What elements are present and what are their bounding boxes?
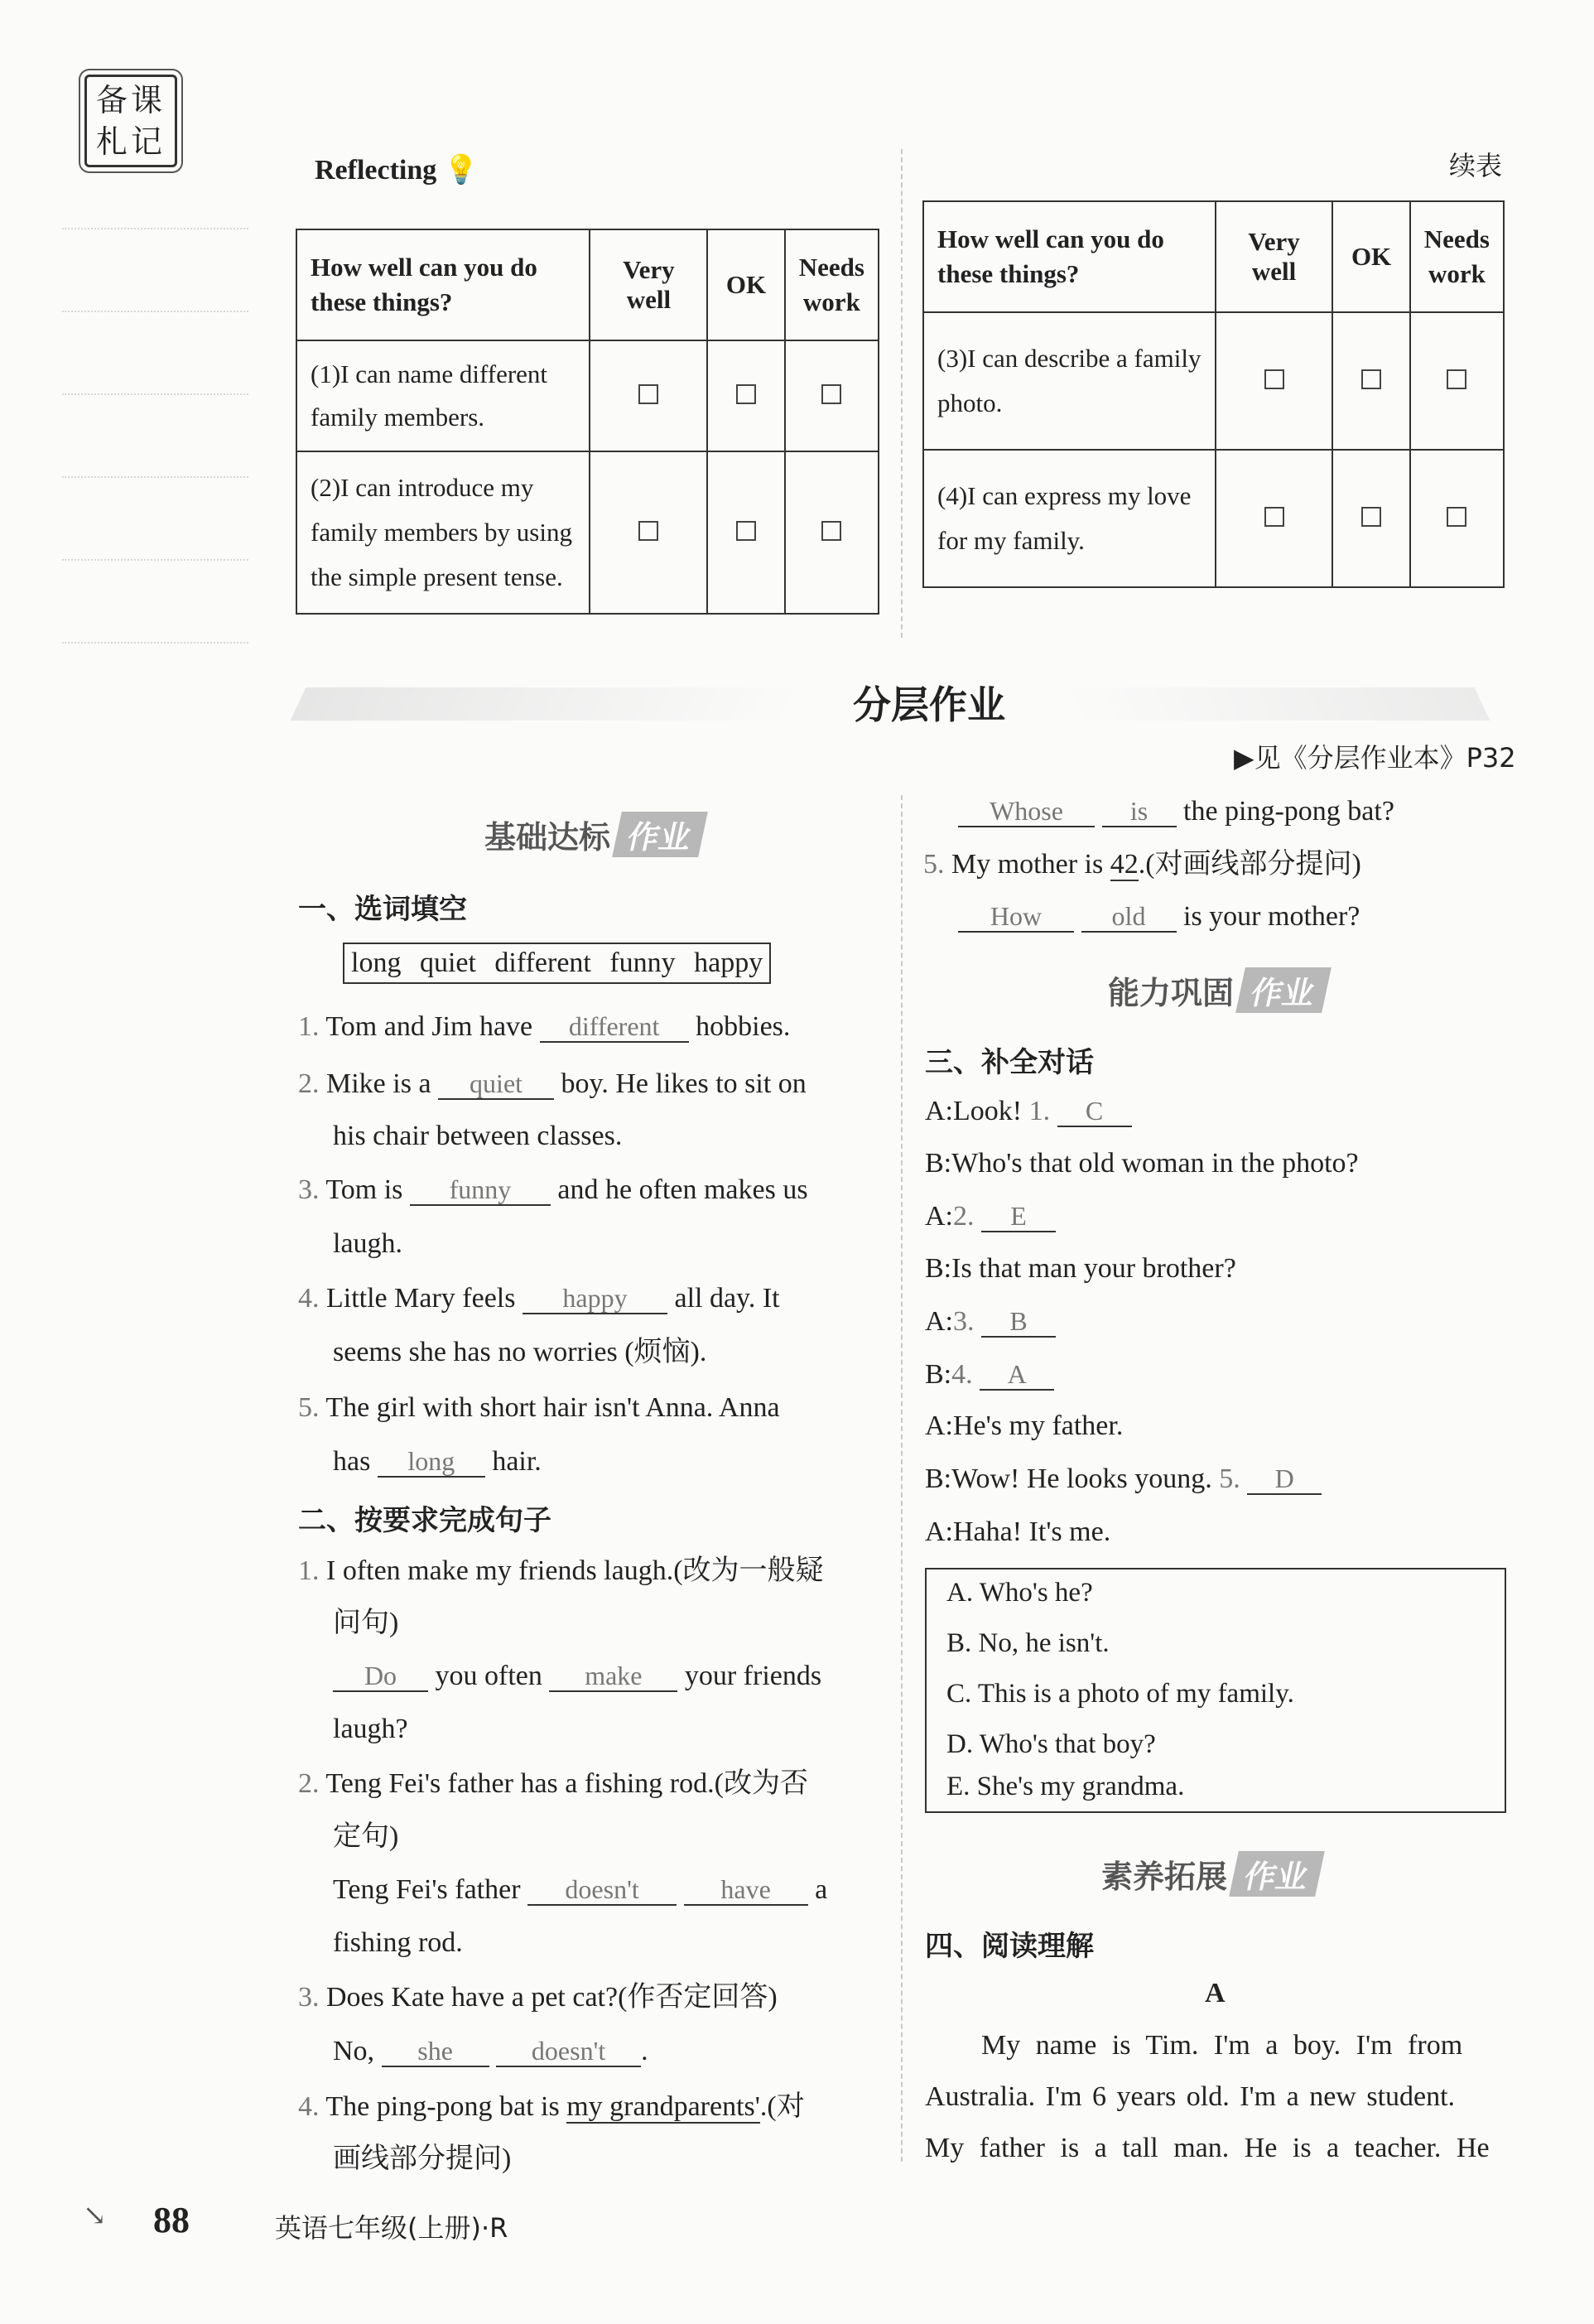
header-question: How well can you do these things?	[296, 229, 590, 340]
lightbulb-icon: 💡	[443, 155, 479, 186]
answer-blank[interactable]: How	[958, 901, 1074, 933]
margin-rule	[62, 476, 248, 479]
passage-title: A	[1205, 1978, 1226, 2008]
checkbox[interactable]	[821, 384, 841, 404]
margin-note-line1: 备课	[95, 82, 166, 118]
question-3: 3. Tom is funny and he often makes us	[298, 1174, 808, 1205]
answer-blank[interactable]: quiet	[438, 1068, 554, 1100]
dialog-line-5: A:3. B	[925, 1304, 1056, 1340]
checkbox[interactable]	[1264, 369, 1284, 389]
sentence-5-answer: How old is your mother?	[958, 899, 1360, 935]
header-needs-work: Needs work	[785, 229, 879, 340]
option-a: A. Who's he?	[946, 1578, 1093, 1608]
column-divider	[901, 795, 903, 2162]
sentence-2-cont: 定句)	[333, 1821, 399, 1852]
options-box	[925, 1568, 1506, 1813]
reflecting-table-left	[296, 229, 879, 615]
sentence-2: 2. Teng Fei's father has a fishing rod.(改为否	[298, 1768, 808, 1799]
banner-basic: 基础达标 作业	[484, 812, 703, 857]
row-text: (2)I can introduce my family members by using the simple present tense.	[296, 451, 590, 614]
margin-note-line2: 札记	[95, 123, 166, 160]
header-needs-work: Needs work	[1410, 201, 1504, 312]
section-4-title: 四、阅读理解	[925, 1930, 1094, 1963]
sentence-4-answer: Whose is the ping-pong bat?	[958, 793, 1394, 830]
checkbox[interactable]	[821, 521, 841, 541]
book-title: 英语七年级(上册)·R	[275, 2212, 508, 2244]
question-4-cont: seems she has no worries (烦恼).	[333, 1337, 707, 1367]
underlined-phrase: my grandparents'	[566, 2091, 760, 2122]
option-e: E. She's my grandma.	[946, 1772, 1185, 1801]
reflecting-table-right	[922, 200, 1505, 588]
answer-blank[interactable]: A	[980, 1359, 1054, 1391]
homework-ref: ▶见《分层作业本》P32	[1234, 742, 1516, 774]
answer-blank[interactable]: happy	[523, 1283, 667, 1314]
answer-blank[interactable]: is	[1102, 796, 1177, 827]
answer-blank[interactable]: C	[1057, 1096, 1132, 1127]
header-decoration	[1061, 687, 1490, 721]
margin-rule	[62, 311, 248, 313]
sentence-3-answer: No, she doesn't .	[333, 2036, 648, 2066]
sentence-4: 4. The ping-pong bat is my grandparents'.(对	[298, 2091, 805, 2122]
section-1-title: 一、选词填空	[298, 893, 467, 926]
sentence-1: 1. I often make my friends laugh.(改为一般疑	[298, 1555, 824, 1586]
checkbox[interactable]	[1361, 369, 1381, 389]
checkbox[interactable]	[1264, 507, 1284, 527]
margin-rule	[62, 559, 248, 562]
margin-note-badge	[84, 75, 177, 167]
passage-line-2: Australia. I'm 6 years old. I'm a new student.	[925, 2081, 1456, 2112]
sentence-4-cont: 画线部分提问)	[333, 2143, 512, 2174]
checkbox[interactable]	[638, 521, 658, 541]
answer-blank[interactable]: different	[540, 1011, 689, 1043]
checkbox[interactable]	[1447, 507, 1466, 527]
dialog-line-8: B:Wow! He looks young. 5. D	[925, 1461, 1322, 1497]
continued-label: 续表	[1449, 150, 1503, 181]
answer-blank[interactable]: doesn't	[496, 2036, 641, 2067]
underlined-phrase: 42	[1110, 849, 1139, 880]
option-d: D. Who's that boy?	[946, 1729, 1156, 1759]
reflecting-title: Reflecting 💡	[315, 155, 479, 186]
answer-blank[interactable]: make	[549, 1661, 677, 1692]
answer-blank[interactable]: B	[981, 1306, 1056, 1338]
question-3-cont: laugh.	[333, 1228, 403, 1259]
option-b: B. No, he isn't.	[946, 1628, 1110, 1658]
passage-line-3: My father is a tall man. He is a teacher. He	[925, 2133, 1490, 2163]
answer-blank[interactable]: old	[1081, 901, 1177, 933]
dialog-line-9: A:Haha! It's me.	[925, 1516, 1111, 1547]
checkbox[interactable]	[736, 521, 756, 541]
margin-rule	[62, 228, 248, 230]
answer-blank[interactable]: E	[981, 1201, 1056, 1232]
sentence-1-cont2: laugh?	[333, 1714, 408, 1744]
passage-line-1: My name is Tim. I'm a boy. I'm from	[981, 2030, 1463, 2061]
question-2: 2. Mike is a quiet boy. He likes to sit on	[298, 1068, 807, 1099]
checkbox[interactable]	[736, 384, 756, 404]
header-ok: OK	[1332, 201, 1409, 312]
section-3-title: 三、补全对话	[925, 1046, 1094, 1079]
answer-blank[interactable]: funny	[410, 1174, 551, 1206]
dialog-line-6: B:4. A	[925, 1357, 1054, 1393]
dialog-line-3: A:2. E	[925, 1198, 1056, 1235]
corner-arrow-icon: ↘	[83, 2201, 107, 2231]
question-5-cont: has long hair.	[333, 1446, 542, 1477]
checkbox[interactable]	[638, 384, 658, 404]
question-1: 1. Tom and Jim have different hobbies.	[298, 1011, 791, 1042]
sentence-2-cont2: fishing rod.	[333, 1927, 463, 1958]
answer-blank[interactable]: doesn't	[527, 1874, 677, 1906]
answer-blank[interactable]: Do	[333, 1661, 428, 1692]
sentence-5: 5. My mother is 42.(对画线部分提问)	[923, 849, 1361, 880]
answer-blank[interactable]: long	[378, 1446, 485, 1478]
row-text: (4)I can express my love for my family.	[923, 450, 1216, 587]
question-5: 5. The girl with short hair isn't Anna. Anna	[298, 1392, 780, 1423]
header-decoration	[291, 687, 803, 721]
answer-blank[interactable]: D	[1247, 1463, 1322, 1495]
word-box: long quiet different funny happy	[343, 943, 771, 984]
column-divider	[901, 149, 903, 638]
header-very-well: Very well	[1216, 201, 1333, 312]
banner-ability: 能力巩固 作业	[1108, 967, 1327, 1013]
checkbox[interactable]	[1361, 507, 1381, 527]
dialog-line-2: B:Who's that old woman in the photo?	[925, 1148, 1359, 1179]
answer-blank[interactable]: have	[684, 1874, 808, 1906]
homework-title: 分层作业	[853, 682, 1005, 727]
header-very-well: Very well	[590, 229, 707, 340]
banner-literacy: 素养拓展 作业	[1101, 1851, 1320, 1897]
margin-rule	[62, 393, 248, 396]
header-ok: OK	[707, 229, 784, 340]
checkbox[interactable]	[1447, 369, 1466, 389]
answer-blank[interactable]: she	[382, 2036, 489, 2067]
sentence-1-cont: 问句)	[333, 1608, 399, 1638]
option-c: C. This is a photo of my family.	[946, 1679, 1294, 1709]
section-2-title: 二、按要求完成句子	[298, 1504, 551, 1537]
dialog-line-7: A:He's my father.	[925, 1410, 1124, 1441]
dialog-line-4: B:Is that man your brother?	[925, 1253, 1236, 1284]
row-text: (3)I can describe a family photo.	[923, 312, 1216, 450]
page-number: 88	[153, 2200, 190, 2240]
sentence-3: 3. Does Kate have a pet cat?(作否定回答)	[298, 1982, 778, 2013]
question-4: 4. Little Mary feels happy all day. It	[298, 1283, 780, 1314]
sentence-1-answer: Do you often make your friends	[333, 1658, 821, 1695]
question-2-cont: his chair between classes.	[333, 1121, 623, 1151]
row-text: (1)I can name different family members.	[296, 340, 590, 451]
dialog-line-1: A:Look! 1. C	[925, 1093, 1132, 1130]
margin-rule	[62, 642, 248, 644]
sentence-2-answer: Teng Fei's father doesn't have a	[333, 1874, 828, 1905]
header-question: How well can you do these things?	[923, 201, 1216, 312]
answer-blank[interactable]: Whose	[958, 796, 1095, 827]
